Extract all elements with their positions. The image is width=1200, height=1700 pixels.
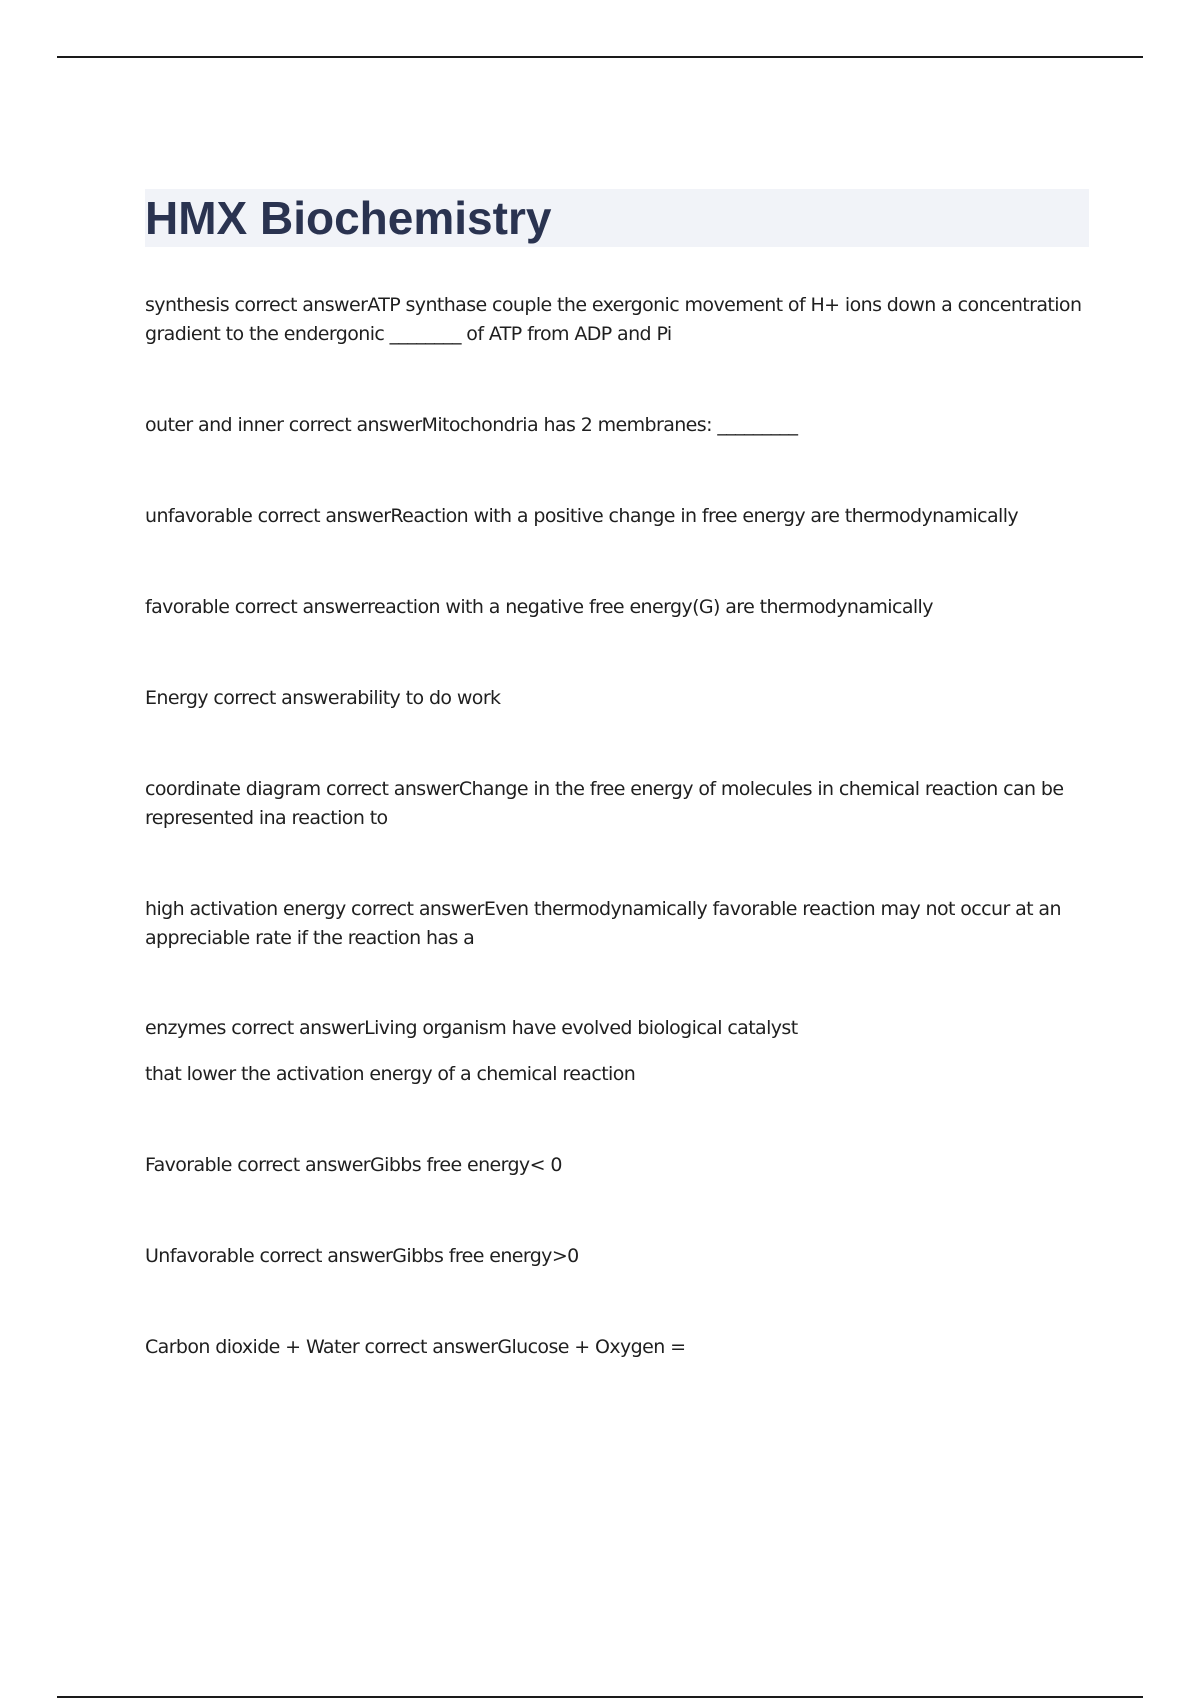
flashcard-entry: Carbon dioxide + Water correct answerGlucose + Oxygen = — [145, 1336, 686, 1358]
top-rule — [57, 56, 1143, 58]
flashcard-entry-continuation: that lower the activation energy of a chemical reaction — [145, 1063, 636, 1085]
document-title: HMX Biochemistry — [145, 192, 552, 244]
flashcard-entry: enzymes correct answerLiving organism have evolved biological catalyst — [145, 1017, 798, 1039]
flashcard-entry: high activation energy correct answerEven thermodynamically favorable reaction may not occur at an appreciable rate if the reaction has a — [145, 898, 1061, 949]
flashcard-entry: Unfavorable correct answerGibbs free energy>0 — [145, 1245, 579, 1267]
bottom-rule — [57, 1696, 1143, 1698]
flashcard-entry: Favorable correct answerGibbs free energy< 0 — [145, 1154, 562, 1176]
flashcard-entry: favorable correct answerreaction with a negative free energy(G) are thermodynamically — [145, 596, 933, 618]
flashcard-entry: unfavorable correct answerReaction with a positive change in free energy are thermodynamically — [145, 505, 1019, 527]
flashcard-entry: Energy correct answerability to do work — [145, 687, 501, 709]
flashcard-entry: coordinate diagram correct answerChange in the free energy of molecules in chemical reaction can be represented ina reaction to — [145, 778, 1064, 829]
flashcard-entry: outer and inner correct answerMitochondria has 2 membranes: _________ — [145, 414, 798, 436]
flashcard-entry: synthesis correct answerATP synthase couple the exergonic movement of H+ ions down a concentration gradient to the endergonic ________ of ATP from ADP and Pi — [145, 294, 1082, 345]
